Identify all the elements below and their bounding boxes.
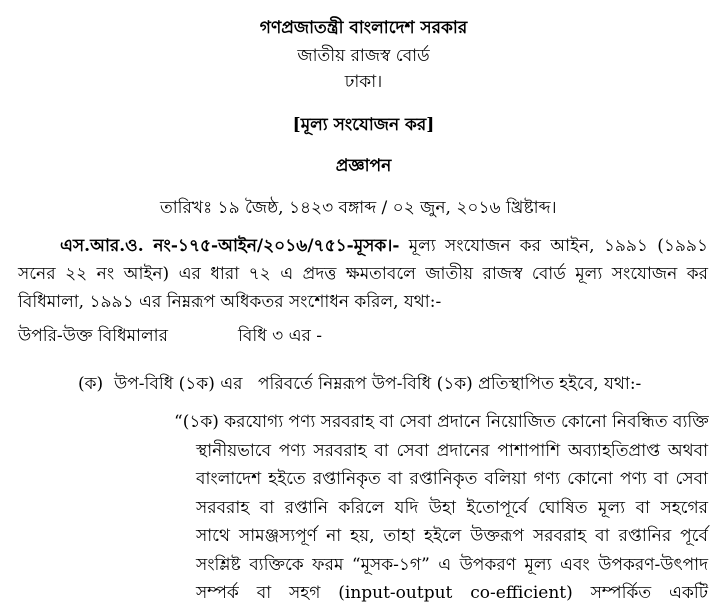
rule-ref-right: বিধি ৩ এর - <box>238 326 323 346</box>
rule-ref-left: উপরি-উক্ত বিধিমালার <box>18 326 168 346</box>
quoted-rule-line: সম্পর্ক বা সহগ (input-output co-efficient) সম্পর্কিত একটি <box>196 583 708 603</box>
clause-ka-text-a: উপ-বিধি (১ক) এর <box>114 374 243 394</box>
clause-ka-text-b: পরিবর্তে নিম্নরূপ উপ-বিধি (১ক) প্রতিস্থাপিত হইবে, যথা:- <box>258 374 642 394</box>
city-name: ঢাকা। <box>344 72 383 92</box>
quoted-rule-line: সরবরাহ বা রপ্তানি করিলে যদি উহা ইতোপূর্বে ঘোষিত মূল্য বা সহগের <box>196 497 708 518</box>
quoted-rule-line: সাথে সামঞ্জস্যপূর্ণ না হয়, তাহা হইলে উক্তরূপ সরবরাহ বা রপ্তানির পূর্বে <box>196 526 708 546</box>
date-line: তারিখঃ ১৯ জৈষ্ঠ, ১৪২৩ বঙ্গাব্দ / ০২ জুন, ২০১৬ খ্রিষ্টাব্দ। <box>160 198 557 218</box>
tax-type-heading: [মূল্য সংযোজন কর] <box>292 115 435 135</box>
intro-line-1 <box>18 232 708 260</box>
notice-title: প্রজ্ঞাপন <box>335 156 392 176</box>
intro-line-2: সনের ২২ নং আইন) এর ধারা ৭২ এ প্রদত্ত ক্ষমতাবলে জাতীয় রাজস্ব বোর্ড মূল্য সংযোজন কর <box>18 264 708 284</box>
quoted-rule-line: সংশ্লিষ্ট ব্যক্তিকে ফরম “মূসক-১গ” এ উপকরণ মূল্য এবং উপকরণ-উৎপাদ <box>196 554 708 575</box>
board-name: জাতীয় রাজস্ব বোর্ড <box>297 46 430 66</box>
quoted-rule-line: “(১ক) করযোগ্য পণ্য সরবরাহ বা সেবা প্রদানে নিয়োজিত কোনো নিবন্ধিত ব্যক্তি <box>174 412 709 432</box>
intro-paragraph <box>18 232 708 316</box>
clause-ka-label: (ক) <box>78 374 104 394</box>
quoted-rule-line: বাংলাদেশ হইতে রপ্তানিকৃত বা রপ্তানিকৃত বলিয়া গণ্য কোনো পণ্য বা সেবা <box>196 469 708 489</box>
quoted-rule-line: স্থানীয়ভাবে পণ্য সরবরাহ বা সেবা প্রদানের পাশাপাশি অব্যাহতিপ্রাপ্ত অথবা <box>196 440 708 461</box>
intro-line-3: বিধিমালা, ১৯৯১ এর নিম্নরূপ অধিকতর সংশোধন করিল, যথা:- <box>18 292 442 312</box>
intro-line-1-text: মূল্য সংযোজন কর আইন, ১৯৯১ (১৯৯১ <box>408 236 708 256</box>
sro-number: এস.আর.ও. নং-১৭৫-আইন/২০১৬/৭৫১-মূসক।- <box>60 236 400 256</box>
quoted-rule-block <box>174 408 709 608</box>
government-title: গণপ্রজাতন্ত্রী বাংলাদেশ সরকার <box>259 18 468 38</box>
